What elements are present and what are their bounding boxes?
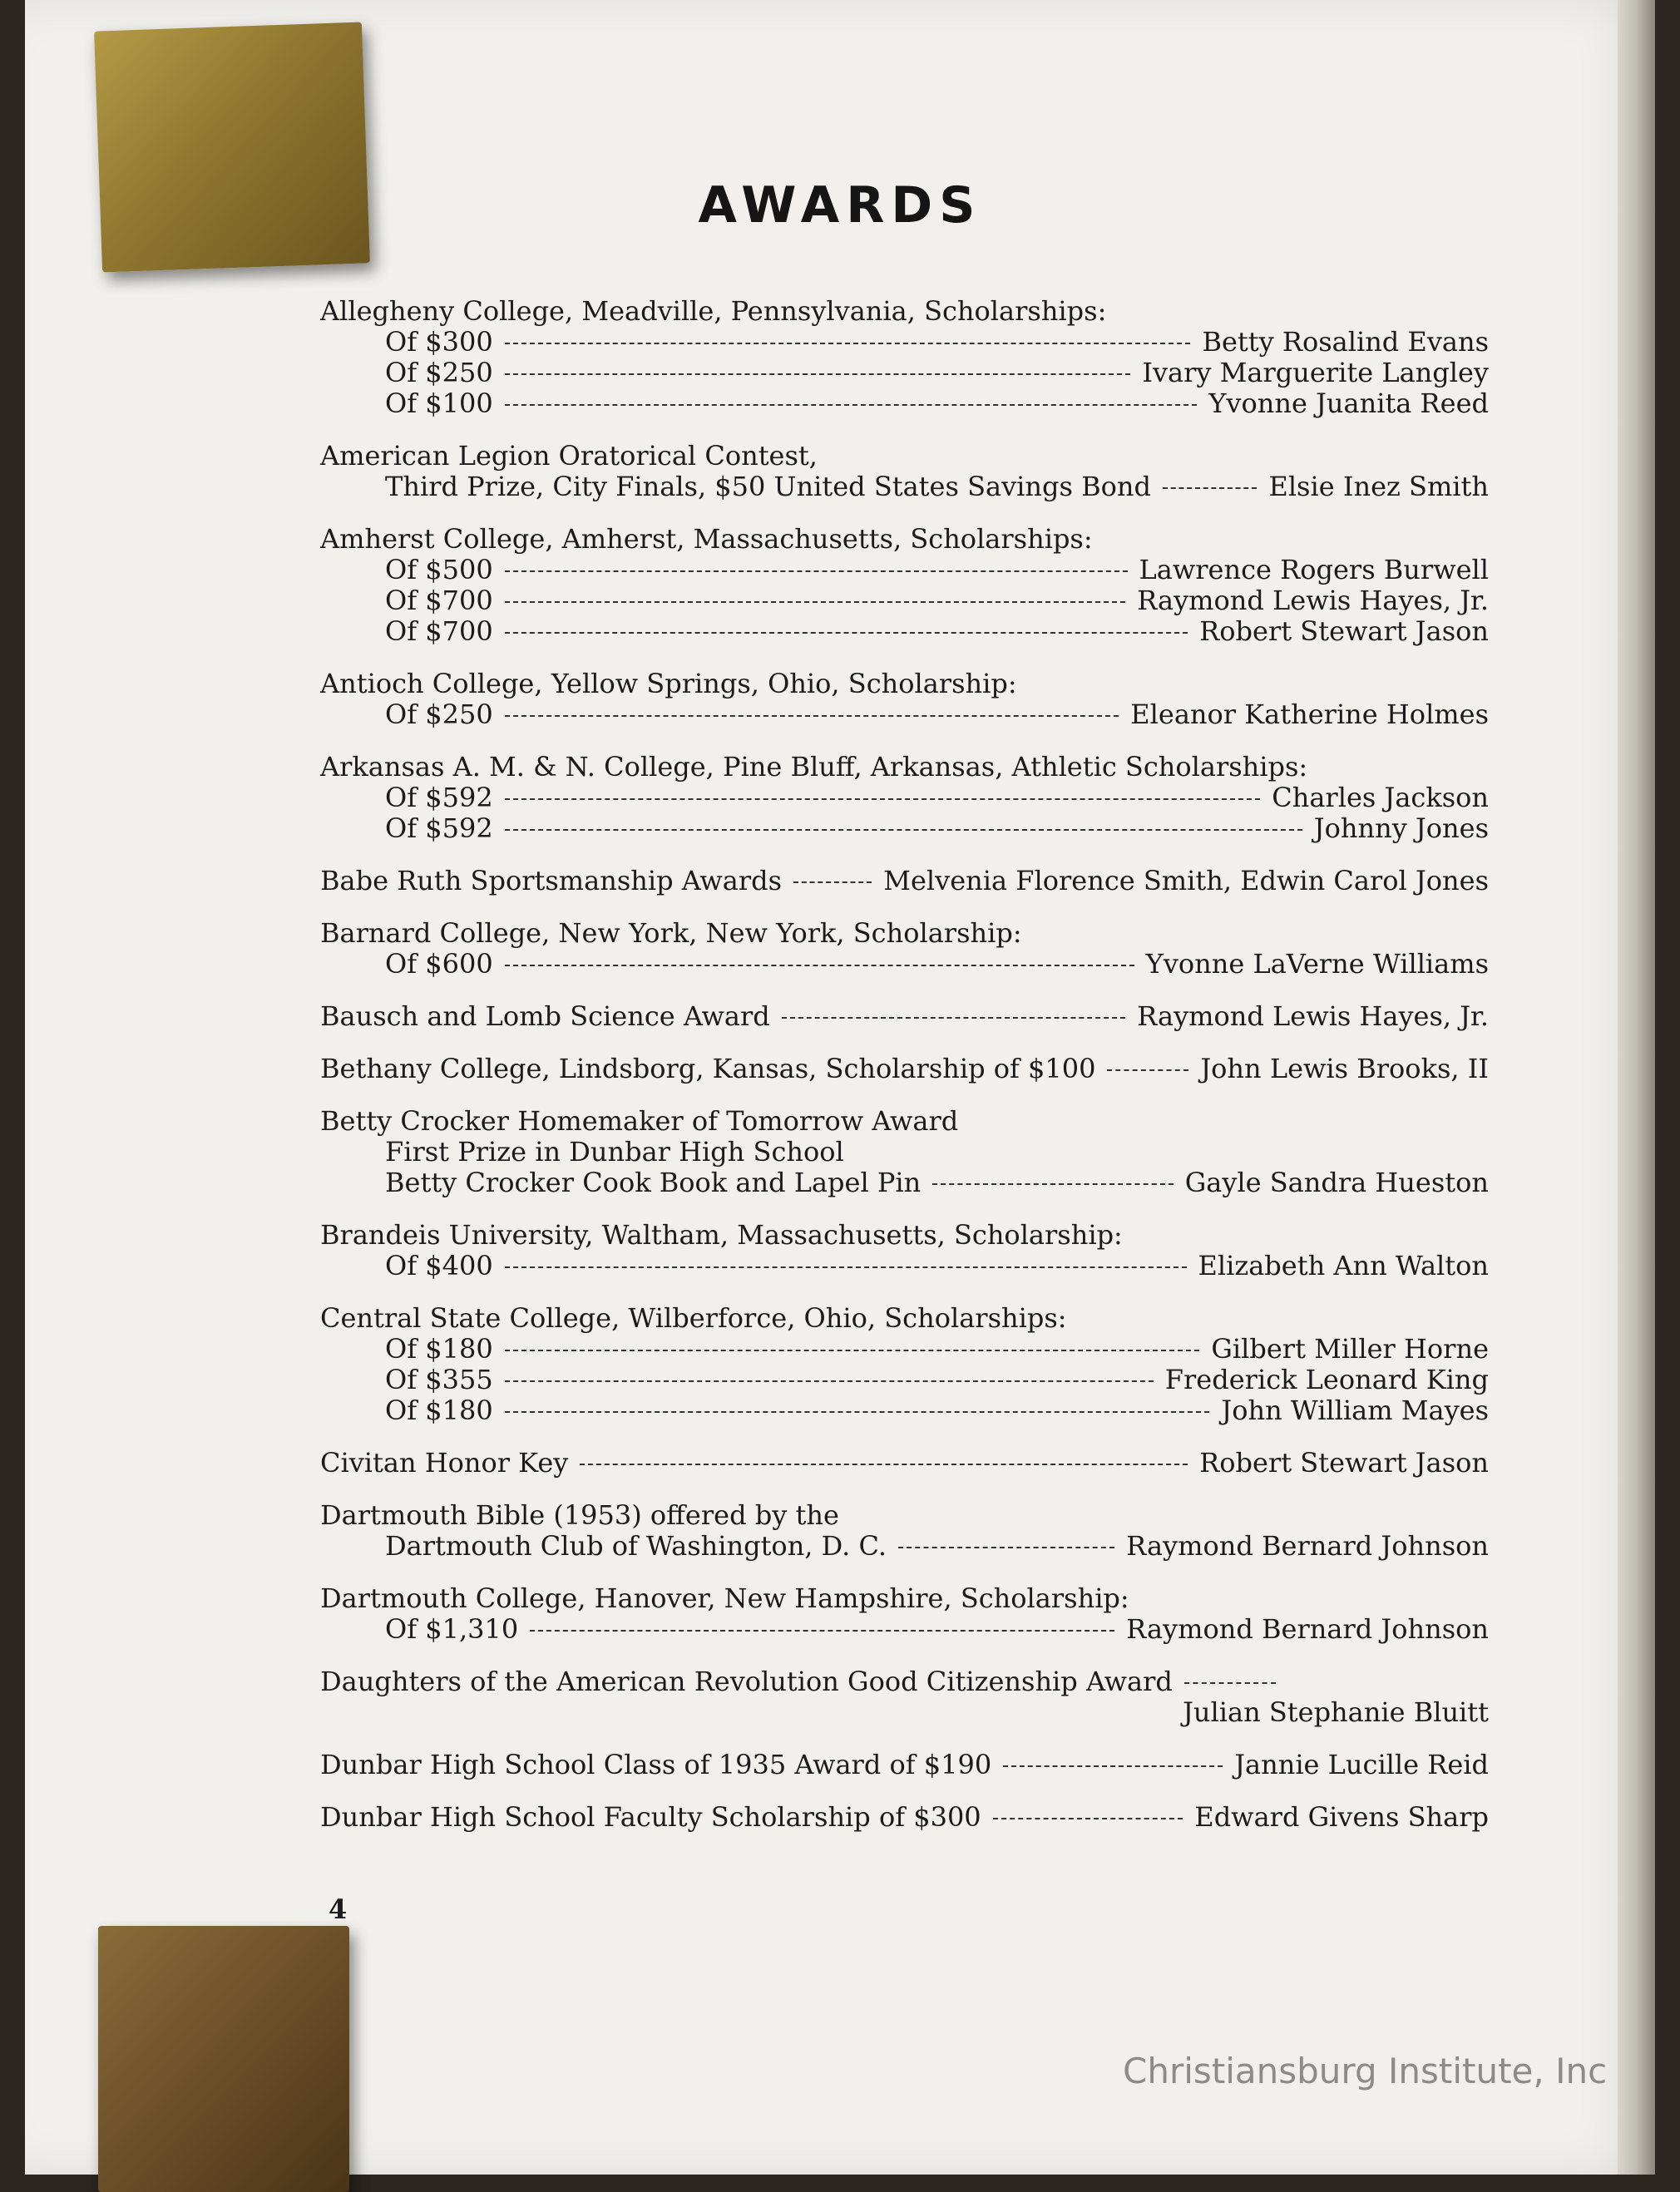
award-label: Bethany College, Lindsborg, Kansas, Scholarship of $100 (320, 1053, 1096, 1084)
leader-dots (505, 601, 1126, 603)
leader-dots (505, 632, 1188, 634)
award-line (320, 1614, 1489, 1645)
award-label: Of $1,310 (385, 1613, 519, 1645)
recipient-name: Raymond Bernard Johnson (1126, 1613, 1489, 1645)
leader-dots (505, 1380, 1154, 1382)
award-entry (320, 1054, 1489, 1084)
award-line (320, 1750, 1489, 1780)
recipient-name: Frederick Leonard King (1164, 1364, 1489, 1395)
recipient-name: John Lewis Brooks, II (1200, 1053, 1489, 1084)
award-line (320, 949, 1489, 980)
award-line (320, 1448, 1489, 1479)
leader-dots (580, 1464, 1188, 1465)
award-label: Bausch and Lomb Science Award (320, 1000, 770, 1032)
award-label: Amherst College, Amherst, Massachusetts, Scholarships: (320, 523, 1093, 555)
award-entry (320, 1500, 1489, 1562)
award-label: Third Prize, City Finals, $50 United States Savings Bond (385, 471, 1151, 502)
award-line (320, 388, 1489, 419)
award-line (320, 1802, 1489, 1833)
recipient-name: Johnny Jones (1313, 812, 1489, 844)
award-line (320, 1303, 1489, 1334)
leader-dots (993, 1818, 1183, 1819)
award-entry (320, 1583, 1489, 1645)
leader-dots (898, 1547, 1114, 1548)
leader-dots (1163, 487, 1258, 489)
recipient-name: Elizabeth Ann Walton (1198, 1250, 1489, 1281)
award-label: Betty Crocker Cook Book and Lapel Pin (385, 1167, 922, 1198)
award-label: Of $400 (385, 1250, 493, 1281)
award-line (320, 1137, 1489, 1168)
award-entry (320, 1802, 1489, 1833)
award-label: Babe Ruth Sportsmanship Awards (320, 865, 783, 896)
recipient-name: Julian Stephanie Bluitt (1183, 1696, 1489, 1728)
leader-dots (505, 570, 1128, 572)
award-label: Of $100 (385, 388, 493, 419)
award-line (320, 1168, 1489, 1198)
award-entry (320, 296, 1489, 419)
leader-dots (505, 829, 1302, 831)
recipient-name: Yvonne LaVerne Williams (1145, 948, 1489, 980)
award-label: Of $700 (385, 585, 493, 616)
award-label: Of $300 (385, 326, 493, 358)
award-line (320, 358, 1489, 388)
award-entry (320, 1220, 1489, 1281)
recipient-name: Melvenia Florence Smith, Edwin Carol Jones (883, 865, 1489, 896)
recipient-name: Elsie Inez Smith (1268, 471, 1489, 502)
award-label: Of $250 (385, 357, 493, 388)
award-line (320, 1666, 1489, 1697)
award-line (320, 918, 1489, 949)
award-line (320, 1500, 1489, 1531)
award-label: Dunbar High School Class of 1935 Award of $190 (320, 1749, 992, 1780)
award-entry (320, 1666, 1489, 1728)
leader-dots (505, 1266, 1187, 1268)
award-entry (320, 1303, 1489, 1426)
brass-weight-top (94, 22, 370, 272)
award-line (320, 1531, 1489, 1562)
award-entry (320, 1001, 1489, 1032)
award-label: Daughters of the American Revolution Good Citizenship Award (320, 1666, 1173, 1697)
recipient-name: Gilbert Miller Horne (1211, 1333, 1489, 1365)
award-label: Of $592 (385, 782, 493, 813)
leader-dots (505, 715, 1119, 717)
award-line (320, 524, 1489, 555)
award-line (320, 669, 1489, 699)
award-label: Barnard College, New York, New York, Scholarship: (320, 917, 1022, 949)
award-line (320, 1697, 1489, 1728)
leader-dots (793, 881, 872, 883)
award-line (320, 1395, 1489, 1426)
award-label: Dartmouth Bible (1953) offered by the (320, 1499, 839, 1531)
award-entry (320, 866, 1489, 896)
binding-spine (1618, 0, 1655, 2175)
leader-dots (782, 1017, 1125, 1019)
award-label: Of $500 (385, 554, 493, 585)
award-entry (320, 1106, 1489, 1198)
award-line (320, 1583, 1489, 1614)
award-line (320, 471, 1489, 502)
recipient-name: Ivary Marguerite Langley (1142, 357, 1489, 388)
watermark: Christiansburg Institute, Inc (1123, 2051, 1608, 2091)
award-label: Betty Crocker Homemaker of Tomorrow Award (320, 1105, 959, 1137)
leader-dots (505, 343, 1191, 344)
award-line (320, 1251, 1489, 1281)
leader-dots (1184, 1682, 1276, 1684)
leader-dots (505, 798, 1261, 800)
award-entry (320, 1448, 1489, 1479)
leader-dots (1107, 1069, 1188, 1071)
award-line (320, 1365, 1489, 1395)
award-label: Dartmouth College, Hanover, New Hampshire, Scholarship: (320, 1582, 1129, 1614)
awards-list (320, 296, 1489, 1854)
leader-dots (505, 404, 1198, 406)
award-line (320, 752, 1489, 783)
award-label: Of $700 (385, 615, 493, 647)
award-label: Of $250 (385, 699, 493, 730)
award-entry (320, 752, 1489, 844)
award-label: Of $600 (385, 948, 493, 980)
recipient-name: Yvonne Juanita Reed (1208, 388, 1489, 419)
recipient-name: Robert Stewart Jason (1199, 1447, 1489, 1479)
award-line (320, 296, 1489, 327)
award-line (320, 1001, 1489, 1032)
recipient-name: Betty Rosalind Evans (1202, 326, 1489, 358)
leader-dots (505, 965, 1134, 966)
recipient-name: Raymond Bernard Johnson (1126, 1530, 1489, 1562)
recipient-name: Eleanor Katherine Holmes (1130, 699, 1489, 730)
award-entry (320, 918, 1489, 980)
award-line (320, 1106, 1489, 1137)
leader-dots (505, 373, 1131, 375)
award-line (320, 1220, 1489, 1251)
page-title: AWARDS (698, 176, 982, 235)
recipient-name: Charles Jackson (1272, 782, 1489, 813)
award-entry (320, 669, 1489, 730)
leader-dots (505, 1350, 1200, 1351)
award-line (320, 699, 1489, 730)
award-label: Of $592 (385, 812, 493, 844)
award-label: American Legion Oratorical Contest, (320, 440, 818, 471)
leader-dots (932, 1183, 1173, 1185)
award-label: Dunbar High School Faculty Scholarship of $300 (320, 1801, 981, 1833)
recipient-name: Lawrence Rogers Burwell (1139, 554, 1489, 585)
award-label: Brandeis University, Waltham, Massachusetts, Scholarship: (320, 1219, 1123, 1251)
award-line (320, 1054, 1489, 1084)
recipient-name: Robert Stewart Jason (1199, 615, 1489, 647)
award-entry (320, 441, 1489, 502)
award-label: Civitan Honor Key (320, 1447, 569, 1479)
award-entry (320, 1750, 1489, 1780)
recipient-name: Raymond Lewis Hayes, Jr. (1137, 585, 1489, 616)
award-label: Of $355 (385, 1364, 493, 1395)
recipient-name: Jannie Lucille Reid (1234, 1749, 1489, 1780)
award-label: Of $180 (385, 1333, 493, 1365)
award-line (320, 783, 1489, 813)
award-label: Of $180 (385, 1395, 493, 1426)
award-line (320, 813, 1489, 844)
recipient-name: Edward Givens Sharp (1194, 1801, 1489, 1833)
brass-weight-bottom (98, 1926, 349, 2192)
recipient-name: John William Mayes (1221, 1395, 1489, 1426)
award-line (320, 327, 1489, 358)
leader-dots (530, 1630, 1114, 1632)
award-label: First Prize in Dunbar High School (385, 1136, 844, 1168)
recipient-name: Gayle Sandra Hueston (1184, 1167, 1489, 1198)
award-line (320, 585, 1489, 616)
award-line (320, 555, 1489, 585)
award-label: Antioch College, Yellow Springs, Ohio, Scholarship: (320, 668, 1017, 699)
award-line (320, 866, 1489, 896)
award-label: Arkansas A. M. & N. College, Pine Bluff, Arkansas, Athletic Scholarships: (320, 751, 1308, 783)
award-line (320, 1334, 1489, 1365)
award-label: Central State College, Wilberforce, Ohio, Scholarships: (320, 1302, 1067, 1334)
recipient-name: Raymond Lewis Hayes, Jr. (1137, 1000, 1489, 1032)
award-line (320, 616, 1489, 647)
page-number: 4 (329, 1893, 348, 1925)
award-label: Allegheny College, Meadville, Pennsylvania, Scholarships: (320, 295, 1107, 327)
award-line (320, 441, 1489, 471)
leader-dots (505, 1411, 1210, 1413)
award-entry (320, 524, 1489, 647)
leader-dots (1003, 1765, 1223, 1767)
award-label: Dartmouth Club of Washington, D. C. (385, 1530, 887, 1562)
